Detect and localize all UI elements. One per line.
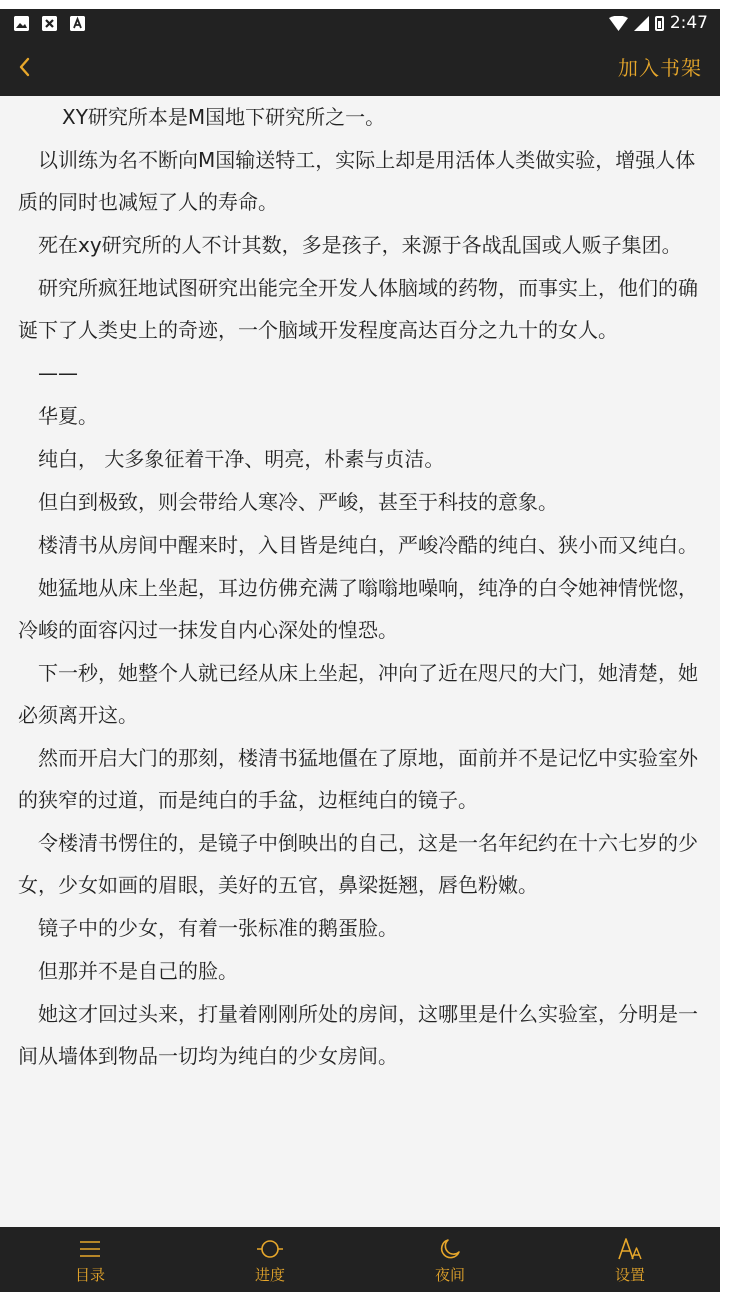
night-mode-button[interactable] xyxy=(360,1227,540,1292)
paragraph: 纯白， 大多象征着干净、明亮，朴素与贞洁。 xyxy=(38,447,445,471)
catalog-label: 目录 xyxy=(74,1265,105,1284)
close-box-icon xyxy=(42,16,57,31)
paragraph: 以训练为名不断向M国输送特工，实际上却是用活体人类做实验，增强人体质的同时也减短了人的寿命。 xyxy=(18,148,696,214)
progress-label: 进度 xyxy=(254,1265,285,1284)
text-a-icon xyxy=(70,16,85,31)
menu-lines-icon xyxy=(78,1235,102,1263)
moon-icon xyxy=(438,1235,462,1263)
paragraph: 镜子中的少女，有着一张标准的鹅蛋脸。 xyxy=(38,916,398,940)
chapter-text xyxy=(18,96,702,1078)
back-button[interactable] xyxy=(12,53,40,81)
paragraph: 楼清书从房间中醒来时，入目皆是纯白，严峻冷酷的纯白、狭小而又纯白。 xyxy=(38,533,698,557)
reader-screen xyxy=(0,9,720,1292)
paragraph: 她这才回过头来，打量着刚刚所处的房间，这哪里是什么实验室，分明是一间从墙体到物品一切均为纯白的少女房间。 xyxy=(18,1002,698,1068)
paragraph: 死在xy研究所的人不计其数，多是孩子，来源于各战乱国或人贩子集团。 xyxy=(38,233,682,257)
night-mode-label: 夜间 xyxy=(434,1265,465,1284)
chevron-left-icon xyxy=(12,53,40,81)
paragraph: —— xyxy=(38,361,78,385)
paragraph: 然而开启大门的那刻，楼清书猛地僵在了原地，面前并不是记忆中实验室外的狭窄的过道，而是纯白的手盆，边框纯白的镜子。 xyxy=(18,746,698,812)
battery-icon xyxy=(655,16,664,31)
image-icon xyxy=(14,16,29,31)
notification-icons xyxy=(14,16,85,31)
settings-label: 设置 xyxy=(614,1265,645,1284)
reader-toolbar xyxy=(0,1227,720,1292)
paragraph: XY研究所本是M国地下研究所之一。 xyxy=(62,105,386,129)
add-to-bookshelf-button[interactable]: 加入书架 xyxy=(618,56,702,80)
settings-button[interactable] xyxy=(540,1227,720,1292)
clock: 2:47 xyxy=(669,13,708,33)
signal-icon xyxy=(634,16,649,31)
wifi-icon xyxy=(609,16,628,31)
progress-button[interactable] xyxy=(180,1227,360,1292)
font-size-icon xyxy=(616,1235,644,1263)
paragraph: 华夏。 xyxy=(38,404,98,428)
paragraph: 令楼清书愣住的，是镜子中倒映出的自己，这是一名年纪约在十六七岁的少女，少女如画的眉眼，美好的五官，鼻梁挺翘，唇色粉嫩。 xyxy=(18,831,698,897)
paragraph: 研究所疯狂地试图研究出能完全开发人体脑域的药物，而事实上，他们的确诞下了人类史上的奇迹，一个脑域开发程度高达百分之九十的女人。 xyxy=(18,276,698,342)
paragraph: 但白到极致，则会带给人寒冷、严峻，甚至于科技的意象。 xyxy=(38,490,558,514)
reader-header xyxy=(0,39,720,96)
paragraph: 她猛地从床上坐起，耳边仿佛充满了嗡嗡地噪响，纯净的白令她神情恍惚，冷峻的面容闪过一抹发自内心深处的惶恐。 xyxy=(18,576,698,642)
status-bar xyxy=(0,9,720,39)
catalog-button[interactable] xyxy=(0,1227,180,1292)
paragraph: 但那并不是自己的脸。 xyxy=(38,959,238,983)
paragraph: 下一秒，她整个人就已经从床上坐起，冲向了近在咫尺的大门，她清楚，她必须离开这。 xyxy=(18,661,698,727)
system-status xyxy=(609,13,708,33)
progress-circle-icon xyxy=(256,1235,284,1263)
